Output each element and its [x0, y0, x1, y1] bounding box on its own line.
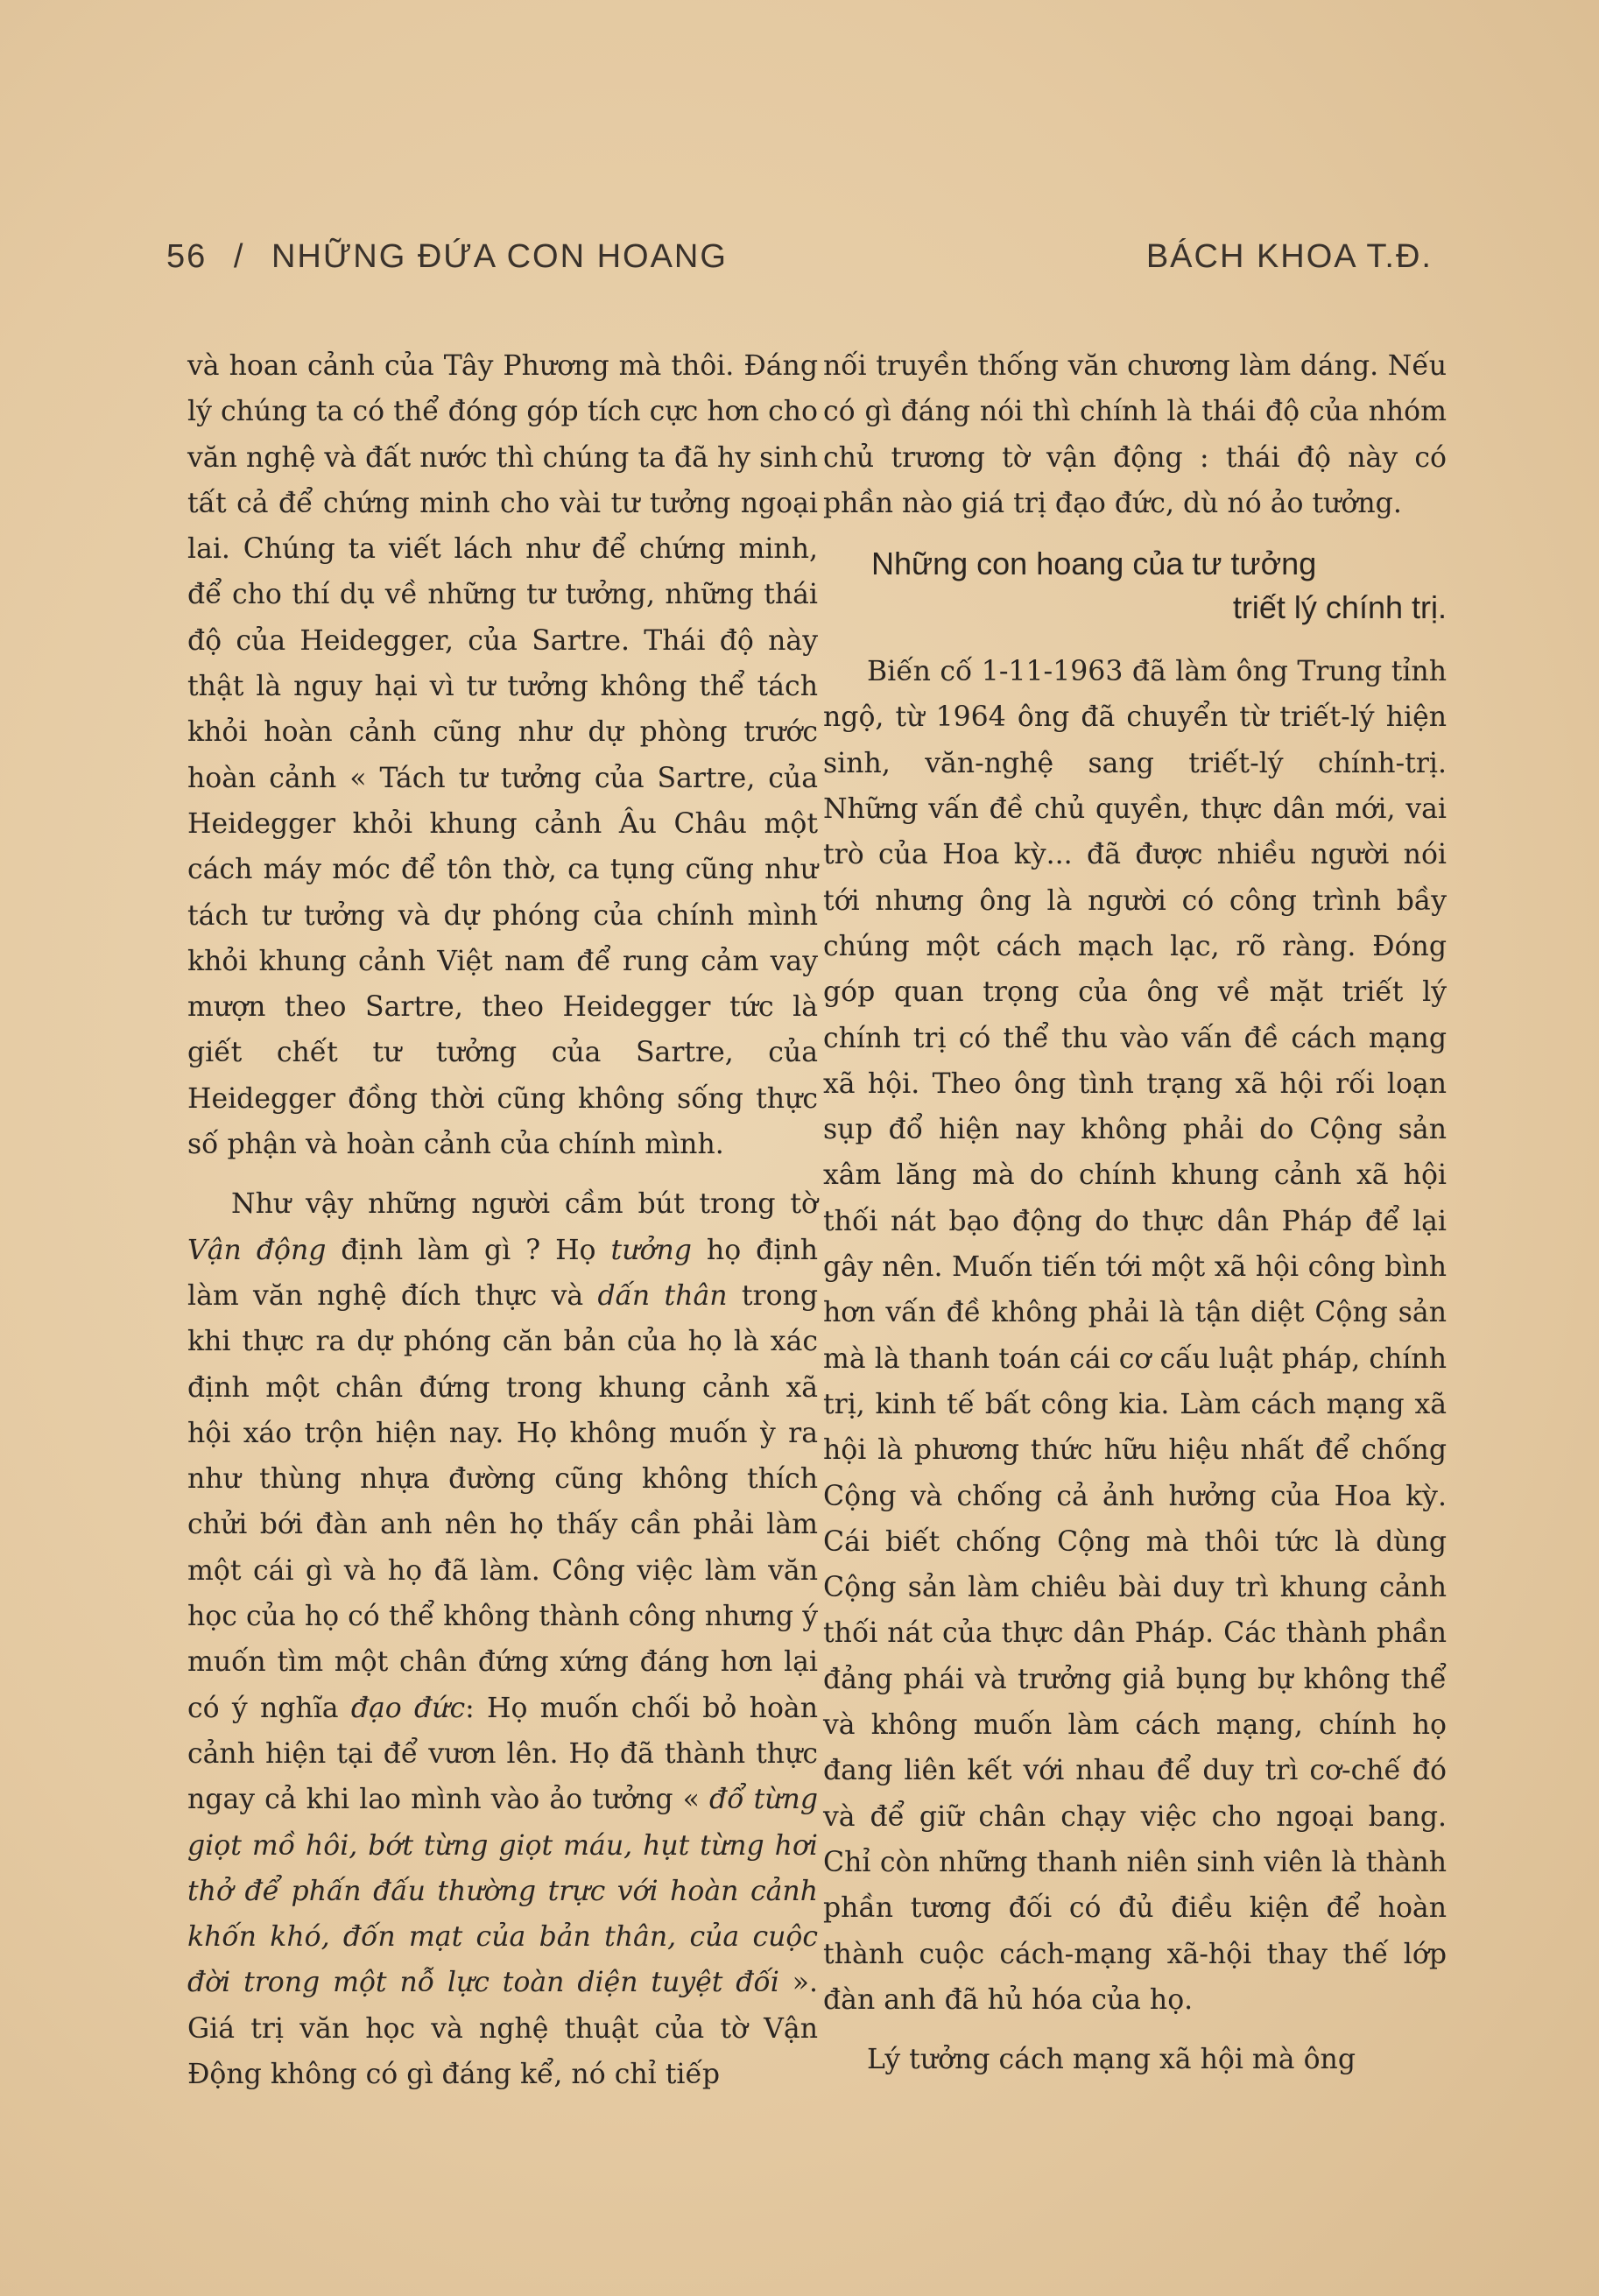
text-run: trong khi thực ra dự phóng căn bản của họ là xác định một chân đứng trong khung cảnh xã hội xáo trộn hiện nay. Họ không muốn ỳ ra như thùng nhựa đường cũng không thích chửi bới đàn anh nên họ thấy cần phải làm một cái gì và họ đã làm. Công việc làm văn học của họ có thể không thành công nhưng ý muốn tìm một chân đứng xứng đáng hơn lại có ý nghĩa [187, 1279, 819, 1724]
italic-run: đạo đức [350, 1692, 466, 1724]
text-run: : Họ muốn chối bỏ hoàn cảnh hiện tại để vươn lên. Họ đã thành thực ngay cả khi lao mình vào ảo tưởng « [187, 1692, 818, 1816]
page-number: 56 [166, 238, 208, 275]
text-run: định làm gì ? Họ [326, 1234, 611, 1266]
italic-run: dấn thân [597, 1279, 728, 1312]
left-column [187, 343, 818, 2097]
right-paragraph-2: Biến cố 1-11-1963 đã làm ông Trung tỉnh ngộ, từ 1964 ông đã chuyển từ triết-lý hiện sinh, văn-nghệ sang triết-lý chính-trị. Những vấn đề chủ quyền, thực dân mới, vai trò của Hoa kỳ... đã được nhiều người nói tới nhưng ông là người có công trình bầy chúng một cách mạch lạc, rõ ràng. Đóng góp quan trọng của ông về mặt triết lý chính trị có thể thu vào vấn đề cách mạng xã hội. Theo ông tình trạng xã hội rối loạn sụp đổ hiện nay không phải do Cộng sản xâm lăng mà do chính khung cảnh xã hội thối nát bạo động do thực dân Pháp để lại gây nên. Muốn tiến tới một xã hội công bình hơn vấn đề không phải là tận diệt Cộng sản mà là thanh toán cái cơ cấu luật pháp, chính trị, kinh tế bất công kia. Làm cách mạng xã hội là phương thức hữu hiệu nhất để chống Cộng và chống cả ảnh hưởng của Hoa kỳ. Cái biết chống Cộng mà thôi tức là dùng Cộng sản làm chiêu bài duy trì khung cảnh thối nát của thực dân Pháp. Các thành phần đảng phái và trưởng giả bụng bự không thể và không muốn làm cách mạng, chính họ đang liên kết với nhau để duy trì cơ-chế đó và để giữ chân chạy việc cho ngoại bang. Chỉ còn những thanh niên sinh viên là thành phần tương đối có đủ điều kiện để hoàn thành cuộc cách-mạng xã-hội thay thế lớp đàn anh đã hủ hóa của họ. [823, 656, 1447, 2016]
right-paragraph-3: Lý tưởng cách mạng xã hội mà ông [867, 2044, 1356, 2076]
section-heading [823, 542, 1447, 630]
right-column [823, 343, 1447, 2082]
publication-name: BÁCH KHOA T.Đ. [1145, 238, 1433, 275]
italic-quote: đổ từng giọt mồ hôi, bớt từng giọt máu, hụt từng hơi thở để phấn đấu thường trực với hoàn cảnh khốn khó, đốn mạt của bản thân, của cuộc đời trong một nỗ lực toàn diện tuyệt đối [187, 1784, 818, 1999]
text-run: họ định làm văn nghệ đích thực và [187, 1234, 818, 1312]
italic-run: Vận động [187, 1234, 327, 1266]
text-run: Như vậy những người cầm bút trong tờ [231, 1188, 818, 1221]
section-heading-line-2: triết lý chính trị. [1232, 589, 1447, 626]
article-title: NHỮNG ĐỨA CON HOANG [271, 238, 728, 275]
italic-run: tưởng [610, 1234, 692, 1266]
text-run: ». Giá trị văn học và nghệ thuật của tờ Vận Động không có gì đáng kể, nó chỉ tiếp [187, 1967, 818, 2090]
running-head-left [166, 238, 728, 276]
section-heading-line-1: Những con hoang của tư tưởng [871, 546, 1317, 582]
left-paragraph-1: và hoan cảnh của Tây Phương mà thôi. Đáng lý chúng ta có thể đóng góp tích cực hơn cho văn nghệ và đất nước thì chúng ta đã hy sinh tất cả để chứng minh cho vài tư tưởng ngoại lai. Chúng ta viết lách như để chứng minh, để cho thí dụ về những tư tưởng, những thái độ của Heidegger, của Sartre. Thái độ này thật là nguy hại vì tư tưởng không thể tách khỏi hoàn cảnh cũng như dự phòng trước hoàn cảnh « Tách tư tưởng của Sartre, của Heidegger khỏi khung cảnh Âu Châu một cách máy móc để tôn thờ, ca tụng cũng như tách tư tưởng và dự phóng của chính mình khỏi khung cảnh Việt nam để rung cảm vay mượn theo Sartre, theo Heidegger tức là giết chết tư tưởng của Sartre, của Heidegger đồng thời cũng không sống thực số phận và hoàn cảnh của chính mình. [187, 350, 818, 1161]
head-separator: / [233, 238, 245, 275]
running-head [166, 238, 1433, 291]
left-paragraph-2 [187, 1181, 818, 2097]
right-paragraph-1: nối truyền thống văn chương làm dáng. Nếu có gì đáng nói thì chính là thái độ của nhóm chủ trương tờ vận động : thái độ này có phần nào giá trị đạo đức, dù nó ảo tưởng. [823, 350, 1447, 519]
